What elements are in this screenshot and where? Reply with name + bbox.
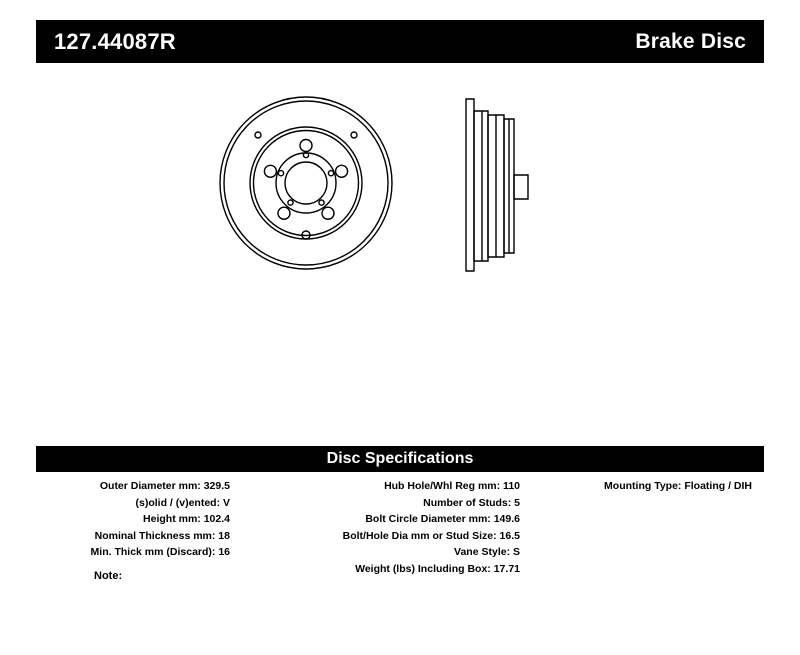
stud-hole: [278, 207, 290, 219]
spec-title-bar: [36, 446, 764, 472]
stud-hole: [336, 165, 348, 177]
product-type-label: Brake Disc: [635, 29, 746, 53]
pilot-hole: [278, 171, 283, 176]
hub-hole: [285, 162, 327, 204]
pilot-hole: [319, 200, 324, 205]
spec-title: Disc Specifications: [326, 450, 474, 467]
part-number: 127.44087R: [54, 28, 176, 54]
stud-hole: [300, 140, 312, 152]
disc-side-face-a: [474, 111, 488, 261]
spec-item: Nominal Thickness mm: 18: [94, 529, 230, 542]
header-bar: [36, 20, 764, 63]
disc-side-rib: [466, 99, 474, 271]
spec-column-1: [36, 478, 236, 561]
brake-disc-drawing: [36, 75, 764, 420]
pilot-hole: [328, 171, 333, 176]
spec-item: Vane Style: S: [454, 546, 520, 558]
outer-hole: [255, 132, 261, 138]
note-label: Note:: [94, 570, 123, 582]
disc-side-hat: [514, 175, 528, 199]
rotor-outer-edge: [220, 97, 392, 269]
outer-hole: [351, 132, 357, 138]
spec-item: Mounting Type: Floating / DIH: [604, 480, 752, 492]
spec-item: Number of Studs: 5: [423, 496, 520, 509]
rotor-friction-inner-edge: [250, 127, 362, 239]
spec-item: Height mm: 102.4: [143, 513, 230, 525]
spec-item: Bolt/Hole Dia mm or Stud Size: 16.5: [342, 529, 520, 542]
spec-item: Bolt Circle Diameter mm: 149.6: [365, 513, 520, 525]
spec-item: (s)olid / (v)ented: V: [135, 496, 230, 509]
rotor-hat-outer: [254, 131, 359, 236]
stud-hole: [322, 207, 334, 219]
spec-item: Hub Hole/Whl Reg mm: 110: [384, 480, 520, 492]
spec-columns: [36, 478, 764, 583]
brake-disc-illustration: [36, 75, 764, 420]
spec-column-2: [236, 478, 526, 577]
rotor-outer-edge-inner: [224, 101, 388, 265]
pilot-hole: [288, 200, 293, 205]
spec-item: Min. Thick mm (Discard): 16: [90, 546, 230, 558]
spec-item: Weight (lbs) Including Box: 17.71: [355, 562, 520, 575]
stud-hole: [264, 165, 276, 177]
spec-item: Outer Diameter mm: 329.5: [99, 480, 230, 492]
spec-column-3: [526, 478, 764, 495]
